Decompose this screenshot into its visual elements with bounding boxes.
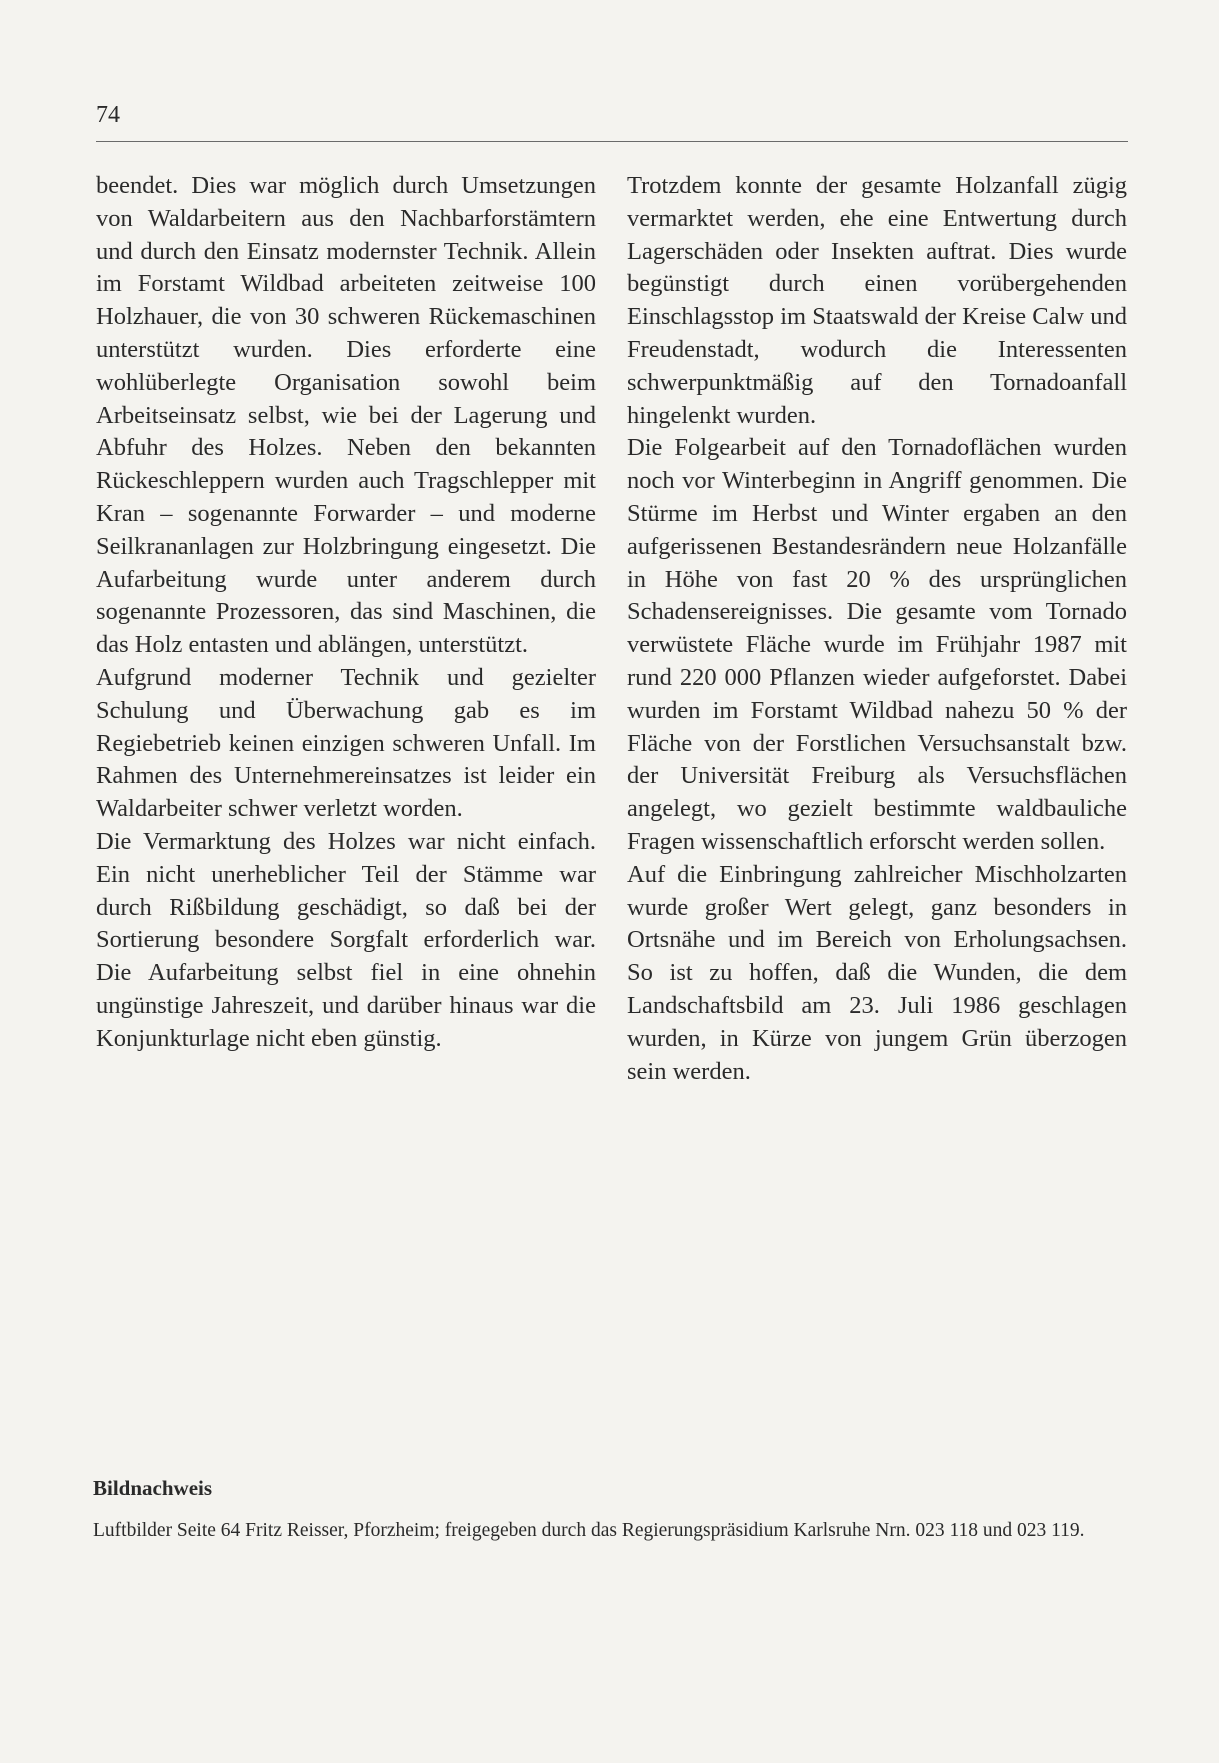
credits-heading: Bildnachweis bbox=[93, 1476, 213, 1500]
left-paragraph-1: beendet. Dies war möglich durch Umsetzungen von Waldarbeitern aus den Nachbarforstämtern und durch den Einsatz modernster Technik. Allein im Forstamt Wildbad arbeiteten zeitweise 100 Holzhauer, die von 30 schweren Rückemaschinen unterstützt wurden. Dies erforderte eine wohlüberlegte Organisation sowohl beim Arbeitseinsatz selbst, wie bei der Lagerung und Abfuhr des Holzes. Neben den bekannten Rückeschleppern wurden auch Tragschlepper mit Kran – sogenannte Forwarder – und moderne Seilkrananlagen zur Holzbringung eingesetzt. Die Aufarbeitung wurde unter anderem durch sogenannte Prozessoren, das sind Maschinen, die das Holz entasten und ablängen, unterstützt. bbox=[96, 172, 596, 659]
page-number: 74 bbox=[96, 102, 120, 128]
header-rule bbox=[96, 141, 1128, 142]
right-column bbox=[627, 170, 1127, 1088]
right-paragraph-1: Trotzdem konnte der gesamte Holzanfall zügig vermarktet werden, ehe eine Entwertung durch Lagerschäden oder Insekten auftrat. Dies wurde begünstigt durch einen vorübergehenden Einschlagsstop im Staatswald der Kreise Calw und Freudenstadt, wodurch die Interessenten schwerpunktmäßig auf den Tornadoanfall hingelenkt wurden. bbox=[627, 172, 1127, 429]
left-column bbox=[96, 170, 596, 1056]
right-paragraph-3: Auf die Einbringung zahlreicher Mischholzarten wurde großer Wert gelegt, ganz besonders in Ortsnähe und im Bereich von Erholungsachsen. So ist zu hoffen, daß die Wunden, die dem Landschaftsbild am 23. Juli 1986 geschlagen wurden, in Kürze von jungem Grün überzogen sein werden. bbox=[627, 860, 1127, 1085]
left-paragraph-2: Aufgrund moderner Technik und gezielter Schulung und Überwachung gab es im Regiebetrieb keinen einzigen schweren Unfall. Im Rahmen des Unternehmereinsatzes ist leider ein Waldarbeiter schwer verletzt worden. bbox=[96, 663, 596, 823]
credits-text: Luftbilder Seite 64 Fritz Reisser, Pforzheim; freigegeben durch das Regierungspräsidium Karlsruhe Nrn. 023 118 und 023 119. bbox=[93, 1520, 1085, 1541]
right-paragraph-2: Die Folgearbeit auf den Tornadoflächen wurden noch vor Winterbeginn in Angriff genommen. Die Stürme im Herbst und Winter ergaben an den aufgerissenen Bestandesrändern neue Holzanfälle in Höhe von fast 20 % des ursprünglichen Schadensereignisses. Die gesamte vom Tornado verwüstete Fläche wurde im Frühjahr 1987 mit rund 220 000 Pflanzen wieder aufgeforstet. Dabei wurden im Forstamt Wildbad nahezu 50 % der Fläche von der Forstlichen Versuchsanstalt bzw. der Universität Freiburg als Versuchsflächen angelegt, wo gezielt bestimmte waldbauliche Fragen wissenschaftlich erforscht werden sollen. bbox=[627, 434, 1127, 855]
left-paragraph-3: Die Vermarktung des Holzes war nicht einfach. Ein nicht unerheblicher Teil der Stämme war durch Rißbildung geschädigt, so daß bei der Sortierung besondere Sorgfalt erforderlich war. Die Aufarbeitung selbst fiel in eine ohnehin ungünstige Jahreszeit, und darüber hinaus war die Konjunkturlage nicht eben günstig. bbox=[96, 827, 596, 1052]
